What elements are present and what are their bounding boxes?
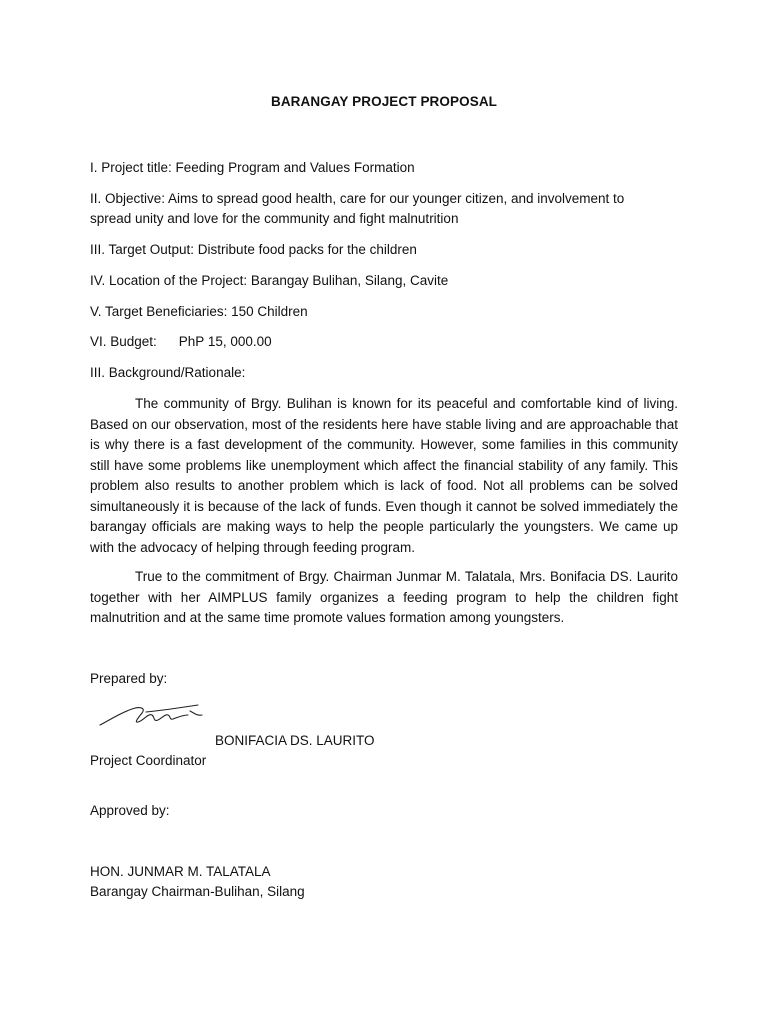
objective-line-1: II. Objective: Aims to spread good health, care for our younger citizen, and involvement to: [90, 191, 625, 206]
objective-line-2: spread unity and love for the community and fight malnutrition: [90, 211, 459, 226]
target-output-line: III. Target Output: Distribute food packs for the children: [90, 242, 417, 257]
approver-name: HON. JUNMAR M. TALATALA: [90, 864, 271, 879]
background-heading: III. Background/Rationale:: [90, 365, 246, 380]
budget-label: VI. Budget:: [90, 334, 157, 349]
location-line: IV. Location of the Project: Barangay Bulihan, Silang, Cavite: [90, 273, 449, 288]
budget-line: [90, 332, 272, 353]
background-paragraph-2-block: [90, 567, 678, 629]
document-title: BARANGAY PROJECT PROPOSAL: [270, 94, 498, 109]
preparer-role: Project Coordinator: [90, 753, 207, 768]
background-paragraph-2: True to the commitment of Brgy. Chairman Junmar M. Talatala, Mrs. Bonifacia DS. Laurito together with her AIMPLUS family organizes a feeding program to help the children fight malnutrition and at the same time promote values formation among youngsters.: [90, 569, 678, 625]
background-paragraph-1-block: [90, 394, 678, 558]
approved-by-label: Approved by:: [90, 803, 170, 818]
budget-amount: PhP 15, 000.00: [178, 334, 272, 349]
background-paragraph-1: The community of Brgy. Bulihan is known for its peaceful and comfortable kind of living. Based on our observation, most of the residents here have stable living and are approachable that is why there is a fast development of the community. However, some families in this community still have some problems like unemployment which affect the financial stability of any family. This problem also results to another problem which is lack of food. Not all problems can be solved simultaneously it is because of the lack of funds. Even though it cannot be solved immediately the barangay officials are making ways to help the people particularly the youngsters. We came up with the advocacy of helping through feeding program.: [90, 396, 678, 555]
approver-role: Barangay Chairman-Bulihan, Silang: [90, 884, 305, 899]
project-title-line: I. Project title: Feeding Program and Values Formation: [90, 160, 415, 175]
signature-image: [98, 703, 208, 729]
beneficiaries-line: V. Target Beneficiaries: 150 Children: [90, 304, 308, 319]
prepared-by-label: Prepared by:: [90, 671, 168, 686]
preparer-name: BONIFACIA DS. LAURITO: [215, 733, 375, 748]
